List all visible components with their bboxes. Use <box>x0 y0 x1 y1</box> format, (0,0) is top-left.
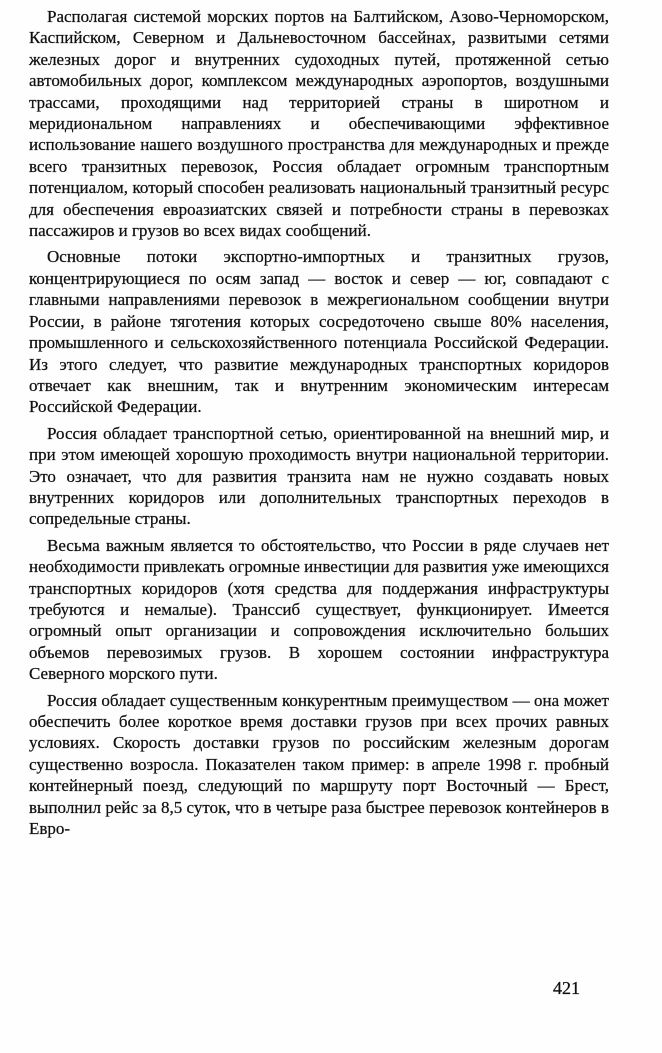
body-text <box>29 6 609 844</box>
page-number: 421 <box>553 978 580 998</box>
paragraph-3: Россия обладает транспортной сетью, ориентированной на внешний мир, и при этом имеющей хорошую проходимость внутри национальной территории. Это означает, что для развития транзита нам не нужно создавать новых внутренних коридоров или дополнительных транспортных переходов в сопредельные страны. <box>29 423 609 529</box>
paragraph-2: Основные потоки экспортно-импортных и транзитных грузов, концентрирующиеся по осям запад — восток и север — юг, совпадают с главными направлениями перевозок в межрегиональном сообщении внутри России, в районе тяготения которых сосредоточено свыше 80% населения, промышленного и сельскохозяйственного потенциала Российской Федерации. Из этого следует, что развитие международных транспортных коридоров отвечает как внешним, так и внутренним экономическим интересам Российской Федерации. <box>29 247 609 417</box>
paragraph-1: Располагая системой морских портов на Балтийском, Азово-Черноморском, Каспийском, Северном и Дальневосточном бассейнах, развитыми сетями железных дорог и внутренних судоходных путей, протяженной сетью автомобильных дорог, комплексом международных аэропортов, воздушными трассами, проходящими над территорией страны в широтном и меридиональном направлениях и обеспечивающими эффективное использование нашего воздушного пространства для международных и прежде всего транзитных перевозок, Россия обладает огромным транспортным потенциалом, который способен реализовать национальный транзитный ресурс для обеспечения евроазиатских связей и потребности страны в перевозках пассажиров и грузов во всех видах сообщений. <box>29 7 609 241</box>
paragraph-5: Россия обладает существенным конкурентным преимуществом — она может обеспечить более короткое время доставки грузов при всех прочих равных условиях. Скорость доставки грузов по российским железным дорогам существенно возросла. Показателен таком пример: в апреле 1998 г. пробный контейнерный поезд, следующий по маршруту порт Восточный — Брест, выполнил рейс за 8,5 суток, что в четыре раза быстрее перевозок контейнеров в Евро- <box>29 690 609 839</box>
paragraph-4: Весьма важным является то обстоятельство, что России в ряде случаев нет необходимости привлекать огромные инвестиции для развития уже имеющихся транспортных коридоров (хотя средства для поддержания инфраструктуры требуются и немалые). Транссиб существует, функционирует. Имеется огромный опыт организации и сопровождения исключительно больших объемов перевозимых грузов. В хорошем состоянии инфраструктура Северного морского пути. <box>29 535 609 684</box>
